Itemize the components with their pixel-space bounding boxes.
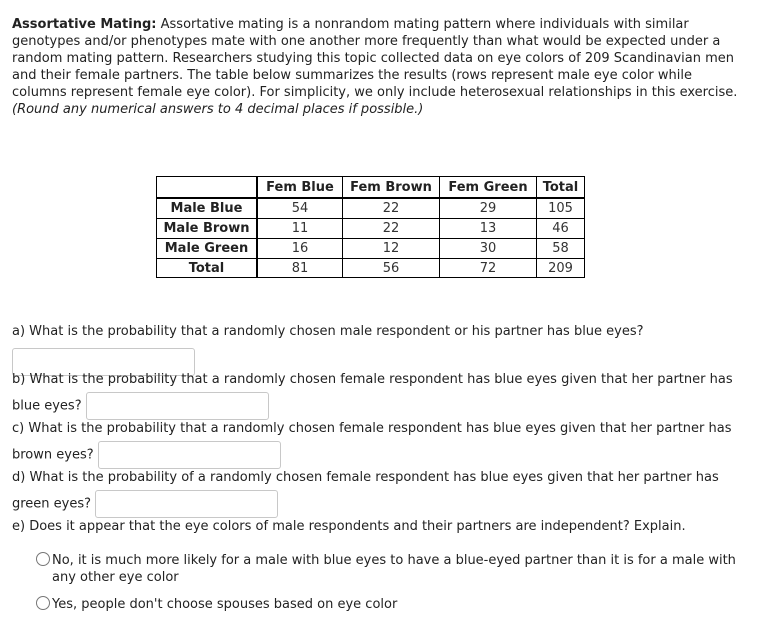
question-d-text: d) What is the probability of a randomly chosen female respondent has blue eyes given that her partner has green eyes? xyxy=(12,470,719,512)
row-label: Male Brown xyxy=(157,219,258,239)
intro-title: Assortative Mating: xyxy=(12,17,157,32)
row-label: Male Green xyxy=(157,239,258,259)
question-b xyxy=(12,368,747,420)
question-c-text: c) What is the probability that a randomly chosen female respondent has blue eyes given that her partner has brown eyes? xyxy=(12,421,732,463)
table-cell: 54 xyxy=(257,198,343,219)
rounding-note: (Round any numerical answers to 4 decimal places if possible.) xyxy=(12,102,424,117)
table-header: Fem Brown xyxy=(343,177,440,199)
table-cell: 29 xyxy=(440,198,537,219)
table-cell: 72 xyxy=(440,259,537,278)
question-b-text: b) What is the probability that a randomly chosen female respondent has blue eyes given that her partner has blue eyes? xyxy=(12,372,733,414)
table-header: Fem Blue xyxy=(257,177,343,199)
table-cell: 81 xyxy=(257,259,343,278)
answer-d-input[interactable] xyxy=(95,490,278,518)
option-yes-label: Yes, people don't choose spouses based on eye color xyxy=(52,597,398,612)
intro-paragraph xyxy=(12,16,747,118)
option-yes[interactable] xyxy=(36,596,736,613)
radio-button-icon[interactable] xyxy=(36,552,50,566)
question-c xyxy=(12,417,747,469)
table-cell: 209 xyxy=(537,259,585,278)
table-cell: 46 xyxy=(537,219,585,239)
table-cell: 58 xyxy=(537,239,585,259)
table-cell: 22 xyxy=(343,198,440,219)
question-a-text: a) What is the probability that a randomly chosen male respondent or his partner has blue eyes? xyxy=(12,324,644,339)
table-corner-cell xyxy=(157,177,258,199)
row-label: Total xyxy=(157,259,258,278)
table-cell: 11 xyxy=(257,219,343,239)
option-no[interactable] xyxy=(36,552,736,586)
answer-b-input[interactable] xyxy=(86,392,269,420)
table-cell: 13 xyxy=(440,219,537,239)
radio-button-icon[interactable] xyxy=(36,596,50,610)
question-d xyxy=(12,466,747,518)
table-cell: 30 xyxy=(440,239,537,259)
table-row xyxy=(157,219,585,239)
option-no-label: No, it is much more likely for a male with blue eyes to have a blue-eyed partner than it is for a male with any other eye color xyxy=(52,553,736,585)
question-e xyxy=(12,515,747,539)
table-cell: 56 xyxy=(343,259,440,278)
table-cell: 12 xyxy=(343,239,440,259)
question-e-text: e) Does it appear that the eye colors of male respondents and their partners are independent? Explain. xyxy=(12,519,686,534)
answer-c-input[interactable] xyxy=(98,441,281,469)
row-label: Male Blue xyxy=(157,198,258,219)
eye-color-table xyxy=(156,176,585,278)
table-row-total xyxy=(157,259,585,278)
table-row xyxy=(157,198,585,219)
table-cell: 22 xyxy=(343,219,440,239)
table-row xyxy=(157,239,585,259)
intro-text: Assortative mating is a nonrandom mating pattern where individuals with similar genotypes and/or phenotypes mate with one another more frequently than what would be expected under a random mating pattern. Researchers studying this topic collected data on eye colors of 209 Scandinavian men and their female partners. The table below summarizes the results (rows represent male eye color while columns represent female eye color). For simplicity, we only include heterosexual relationships in this exercise. xyxy=(12,17,738,100)
table-cell: 105 xyxy=(537,198,585,219)
table-header-row xyxy=(157,177,585,199)
table-header: Fem Green xyxy=(440,177,537,199)
table-header: Total xyxy=(537,177,585,199)
table-cell: 16 xyxy=(257,239,343,259)
